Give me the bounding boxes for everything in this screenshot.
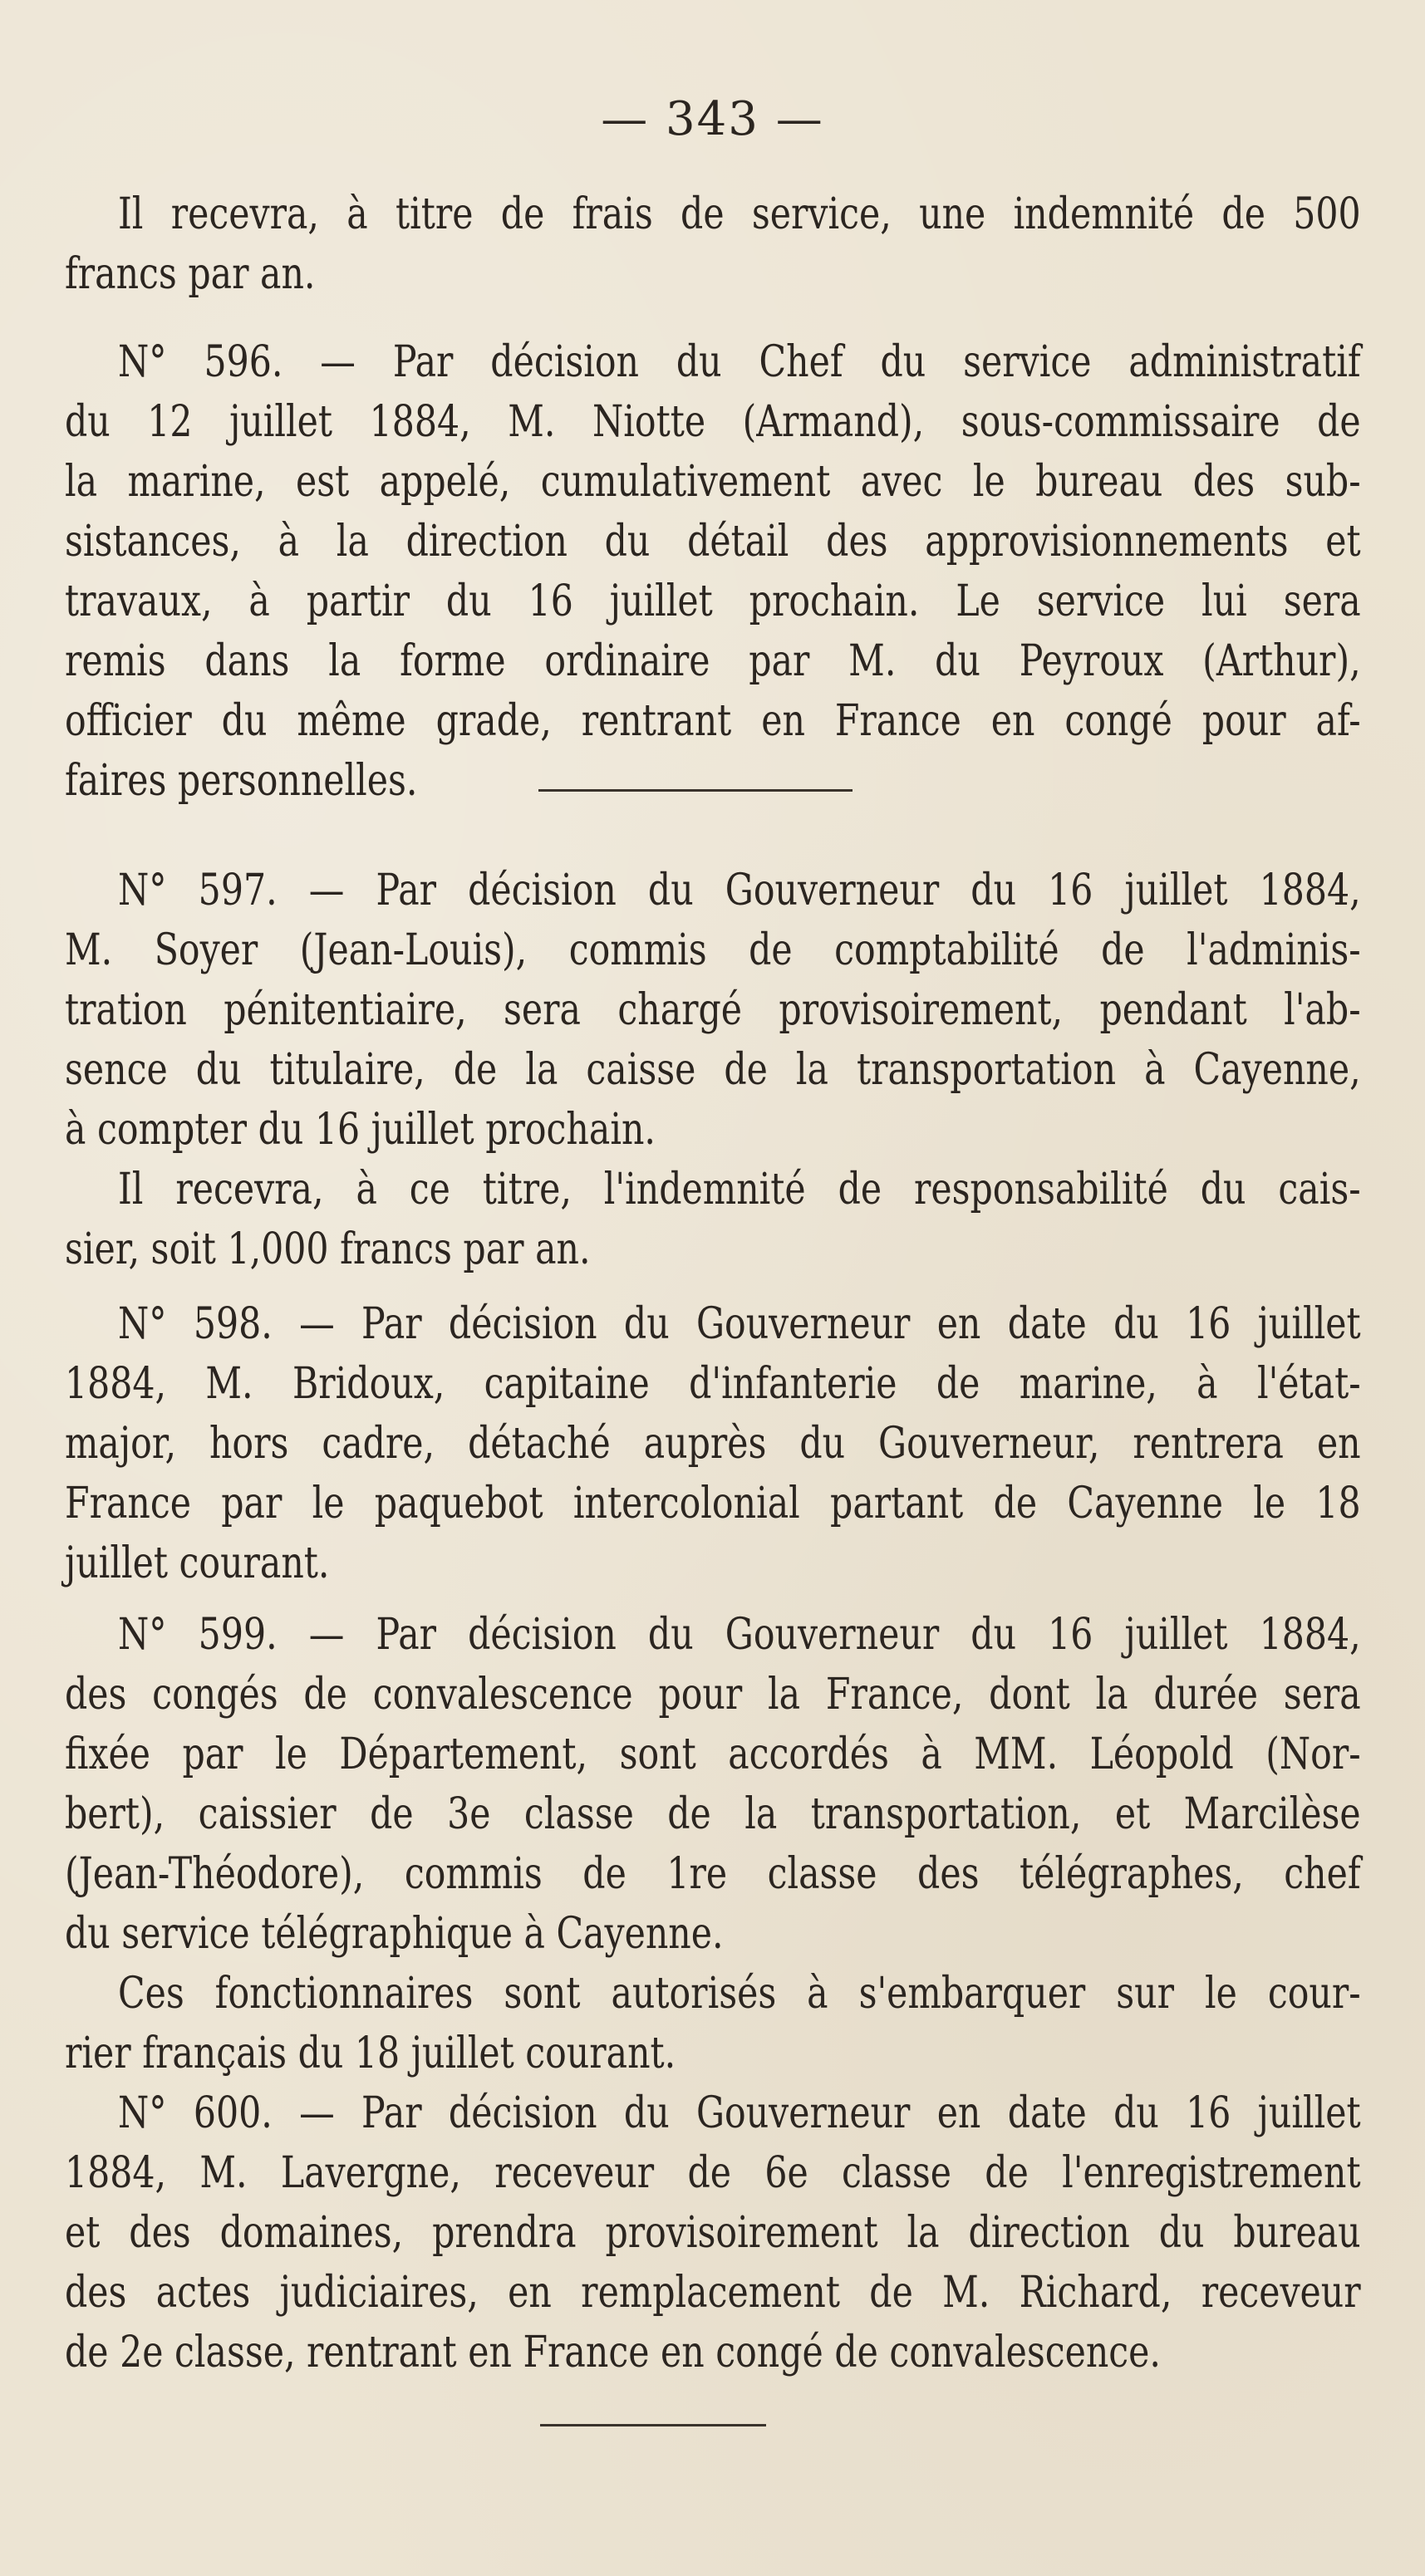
text-line: faires personnelles.	[65, 756, 418, 806]
text-line: Il recevra, à titre de frais de service, une indemnité de 500	[117, 189, 1361, 239]
text-line: sistances, à la direction du détail des approvisionnements et	[65, 517, 1361, 567]
text-line: à compter du 16 juillet prochain.	[65, 1105, 656, 1155]
text-line: M. Soyer (Jean-Louis), commis de comptabilité de l'adminis-	[65, 925, 1361, 975]
text-line: France par le paquebot intercolonial partant de Cayenne le 18	[65, 1479, 1361, 1528]
text-line: N° 597. — Par décision du Gouverneur du 16 juillet 1884,	[117, 866, 1361, 915]
paragraph-599-embarquement	[65, 1964, 1361, 2083]
page-number: — 343 —	[601, 92, 824, 146]
text-line: la marine, est appelé, cumulativement avec le bureau des sub-	[65, 457, 1361, 507]
text-line: fixée par le Département, sont accordés à MM. Léopold (Nor-	[65, 1730, 1361, 1779]
paragraph-599	[65, 1605, 1361, 1964]
text-line: tration pénitentiaire, sera chargé provisoirement, pendant l'ab-	[65, 985, 1361, 1035]
text-line: 1884, M. Bridoux, capitaine d'infanterie de marine, à l'état-	[65, 1359, 1361, 1409]
section-divider	[540, 2424, 766, 2426]
paragraph-597	[65, 861, 1361, 1160]
text-line: major, hors cadre, détaché auprès du Gouverneur, rentrera en	[65, 1419, 1361, 1469]
paragraph-597-indemnite	[65, 1160, 1361, 1279]
text-line: N° 599. — Par décision du Gouverneur du 16 juillet 1884,	[117, 1610, 1361, 1660]
text-line: bert), caissier de 3e classe de la transportation, et Marcilèse	[65, 1789, 1361, 1839]
text-line: Il recevra, à ce titre, l'indemnité de responsabilité du cais-	[117, 1165, 1361, 1214]
text-line: rier français du 18 juillet courant.	[65, 2029, 676, 2078]
text-line: N° 598. — Par décision du Gouverneur en date du 16 juillet	[117, 1299, 1361, 1349]
text-line: N° 596. — Par décision du Chef du service administratif	[117, 337, 1361, 387]
text-line: du service télégraphique à Cayenne.	[65, 1909, 724, 1959]
text-line: remis dans la forme ordinaire par M. du Peyroux (Arthur),	[65, 636, 1361, 686]
paragraph-598	[65, 1294, 1361, 1593]
paragraph-600	[65, 2083, 1361, 2382]
text-line: 1884, M. Lavergne, receveur de 6e classe de l'enregistrement	[65, 2148, 1361, 2198]
text-line: francs par an.	[65, 249, 316, 299]
text-line: sier, soit 1,000 francs par an.	[65, 1224, 591, 1274]
text-line: travaux, à partir du 16 juillet prochain. Le service lui sera	[65, 577, 1361, 626]
paragraph-indemnite-frais	[65, 184, 1361, 304]
text-line: sence du titulaire, de la caisse de la transportation à Cayenne,	[65, 1045, 1361, 1095]
text-line: des actes judiciaires, en remplacement de M. Richard, receveur	[65, 2268, 1361, 2318]
text-line: des congés de convalescence pour la France, dont la durée sera	[65, 1670, 1361, 1720]
text-line: et des domaines, prendra provisoirement la direction du bureau	[65, 2208, 1361, 2258]
section-divider	[538, 789, 853, 792]
text-line: N° 600. — Par décision du Gouverneur en date du 16 juillet	[117, 2088, 1361, 2138]
text-line: juillet courant.	[65, 1538, 330, 1588]
text-line: du 12 juillet 1884, M. Niotte (Armand), sous-commissaire de	[65, 397, 1361, 447]
text-line: officier du même grade, rentrant en France en congé pour af-	[65, 696, 1361, 746]
paragraph-596	[65, 332, 1361, 811]
text-line: (Jean-Théodore), commis de 1re classe des télégraphes, chef	[65, 1849, 1361, 1899]
text-line: de 2e classe, rentrant en France en congé de convalescence.	[65, 2328, 1161, 2377]
text-line: Ces fonctionnaires sont autorisés à s'embarquer sur le cour-	[117, 1969, 1361, 2019]
